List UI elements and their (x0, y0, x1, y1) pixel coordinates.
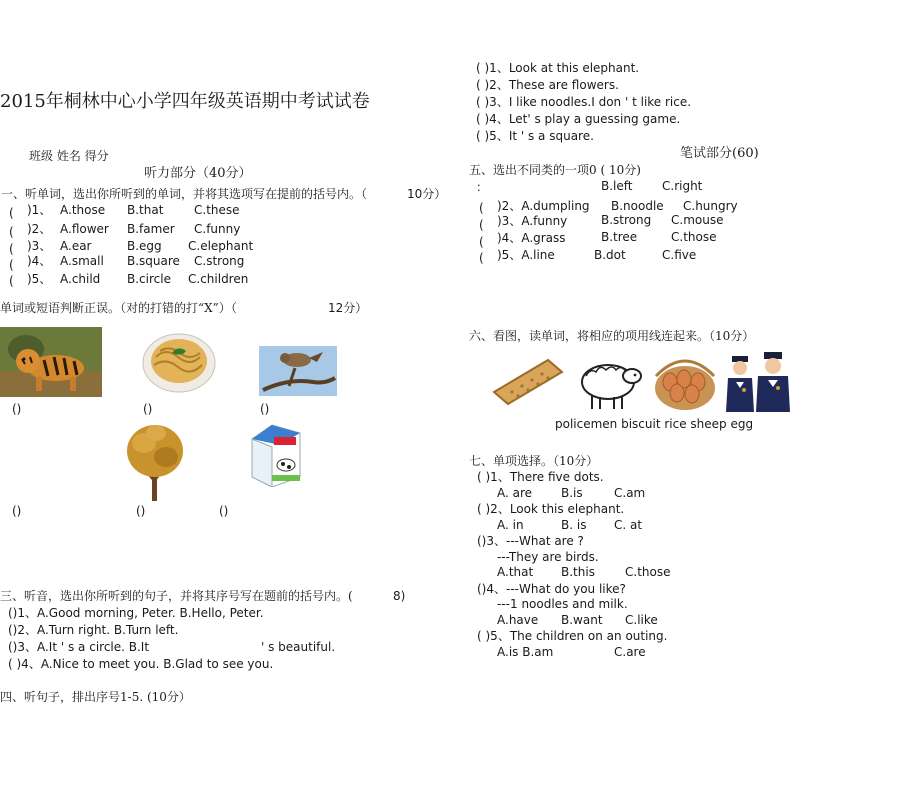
section4-item: ( )3、I like noodles.I don ' t like rice. (476, 95, 692, 109)
section7-option: B.is (561, 486, 583, 500)
section4-item: ( )5、It ' s a square. (476, 129, 594, 143)
section1-instruction: 一、听单词，选出你所听到的单词，并将其选项写在提前的括号内。（ (1, 187, 368, 201)
section7-option: C. at (614, 518, 643, 532)
noodles-image (140, 323, 218, 395)
section4-instruction: 四、听句子，排出序号1-5. (10分） (0, 690, 191, 704)
section6-instruction: 六、看图，读单词，将相应的项用线连起来。（10分） (469, 329, 755, 343)
section5-option: B.left (601, 179, 633, 193)
section5-item: )3、A.funny (497, 214, 568, 228)
section3-score: 8) (393, 589, 406, 603)
section7-question: ()3、---What are ? (477, 534, 584, 548)
answer-blank: () (136, 504, 146, 518)
section7-question: ( )2、Look this elephant. (477, 502, 625, 516)
section3-instruction: 三、听音，选出你所听到的句子，并将其序号写在题前的括号内。( (0, 589, 353, 603)
answer-blank: () (143, 402, 153, 416)
section4-item: ( )4、Let' s play a guessing game. (476, 112, 681, 126)
section7-option: B. is (561, 518, 587, 532)
section4-item: ( )1、Look at this elephant. (476, 61, 640, 75)
section5-paren: ( (479, 251, 484, 265)
eggs-basket-image (652, 348, 718, 412)
section3-item: ()3、A.It ' s a circle. B.It (8, 640, 150, 654)
section7-option: C.are (614, 645, 646, 659)
section7-question-line: ---They are birds. (497, 550, 599, 564)
section7-option: C.like (625, 613, 658, 627)
section5-option: C.right (662, 179, 703, 193)
written-header: 笔试部分(60) (680, 146, 759, 161)
section1-score: 10分） (407, 187, 447, 201)
listening-header: 听力部分（40分） (144, 166, 252, 181)
section5-option: B.tree (601, 230, 638, 244)
section7-option: A.is B.am (497, 645, 554, 659)
student-info: 班级 姓名 得分 (29, 149, 109, 163)
section5-instruction: 五、选出不同类的一项0 ( 10分) (469, 163, 641, 177)
section7-option: A.that (497, 565, 534, 579)
section3-item: ()1、A.Good morning, Peter. B.Hello, Peter. (8, 606, 264, 620)
bird-image (259, 346, 337, 396)
milk-carton-image (246, 421, 306, 487)
answer-blank: () (219, 504, 229, 518)
section5-option: C.mouse (671, 213, 724, 227)
section5-option: B.noodle (611, 199, 664, 213)
section7-question: ( )1、There five dots. (477, 470, 604, 484)
section2-instruction: 单词或短语判断正误。（对的打错的打“X”）（ (0, 301, 237, 315)
page-title: 2015年桐林中心小学四年级英语期中考试试卷 (0, 91, 370, 112)
section7-option: B.this (561, 565, 595, 579)
section5-option: C.those (671, 230, 717, 244)
section5-paren: ( (479, 218, 484, 232)
section6-words: policemen biscuit rice sheep egg (555, 417, 754, 431)
section7-option: C.am (614, 486, 646, 500)
section5-colon: ： (476, 180, 489, 194)
section4-item: ( )2、These are flowers. (476, 78, 619, 92)
answer-blank: () (260, 402, 270, 416)
section7-instruction: 七、单项选择。（10分） (469, 454, 599, 468)
section7-option: A. are (497, 486, 533, 500)
section5-paren: ( (479, 235, 484, 249)
section5-item: )2、A.dumpling (497, 199, 590, 213)
section5-item: )5、A.line (497, 248, 555, 262)
section7-question: ( )5、The children on an outing. (477, 629, 668, 643)
section5-item: )4、A.grass (497, 231, 566, 245)
section7-option: B.want (561, 613, 603, 627)
section5-option: C.five (662, 248, 697, 262)
sheep-image (578, 358, 644, 412)
section5-paren: ( (479, 201, 484, 215)
section7-option: C.those (625, 565, 671, 579)
section7-option: A. in (497, 518, 524, 532)
section3-item: ()2、A.Turn right. B.Turn left. (8, 623, 179, 637)
biscuit-image (490, 356, 566, 408)
tree-image (122, 421, 188, 501)
section7-option: A.have (497, 613, 539, 627)
answer-blank: () (12, 402, 22, 416)
section5-option: C.hungry (683, 199, 738, 213)
section2-score: 12分） (328, 301, 368, 315)
section5-option: B.dot (594, 248, 626, 262)
tiger-image (0, 327, 102, 397)
section3-item: ( )4、A.Nice to meet you. B.Glad to see you. (8, 657, 274, 671)
section5-option: B.strong (601, 213, 652, 227)
policemen-image (724, 346, 792, 412)
section7-question: ()4、---What do you like? (477, 582, 626, 596)
section3-item-tail: ' s beautiful. (261, 640, 336, 654)
section7-question-line: ---1 noodles and milk. (497, 597, 628, 611)
answer-blank: () (12, 504, 22, 518)
